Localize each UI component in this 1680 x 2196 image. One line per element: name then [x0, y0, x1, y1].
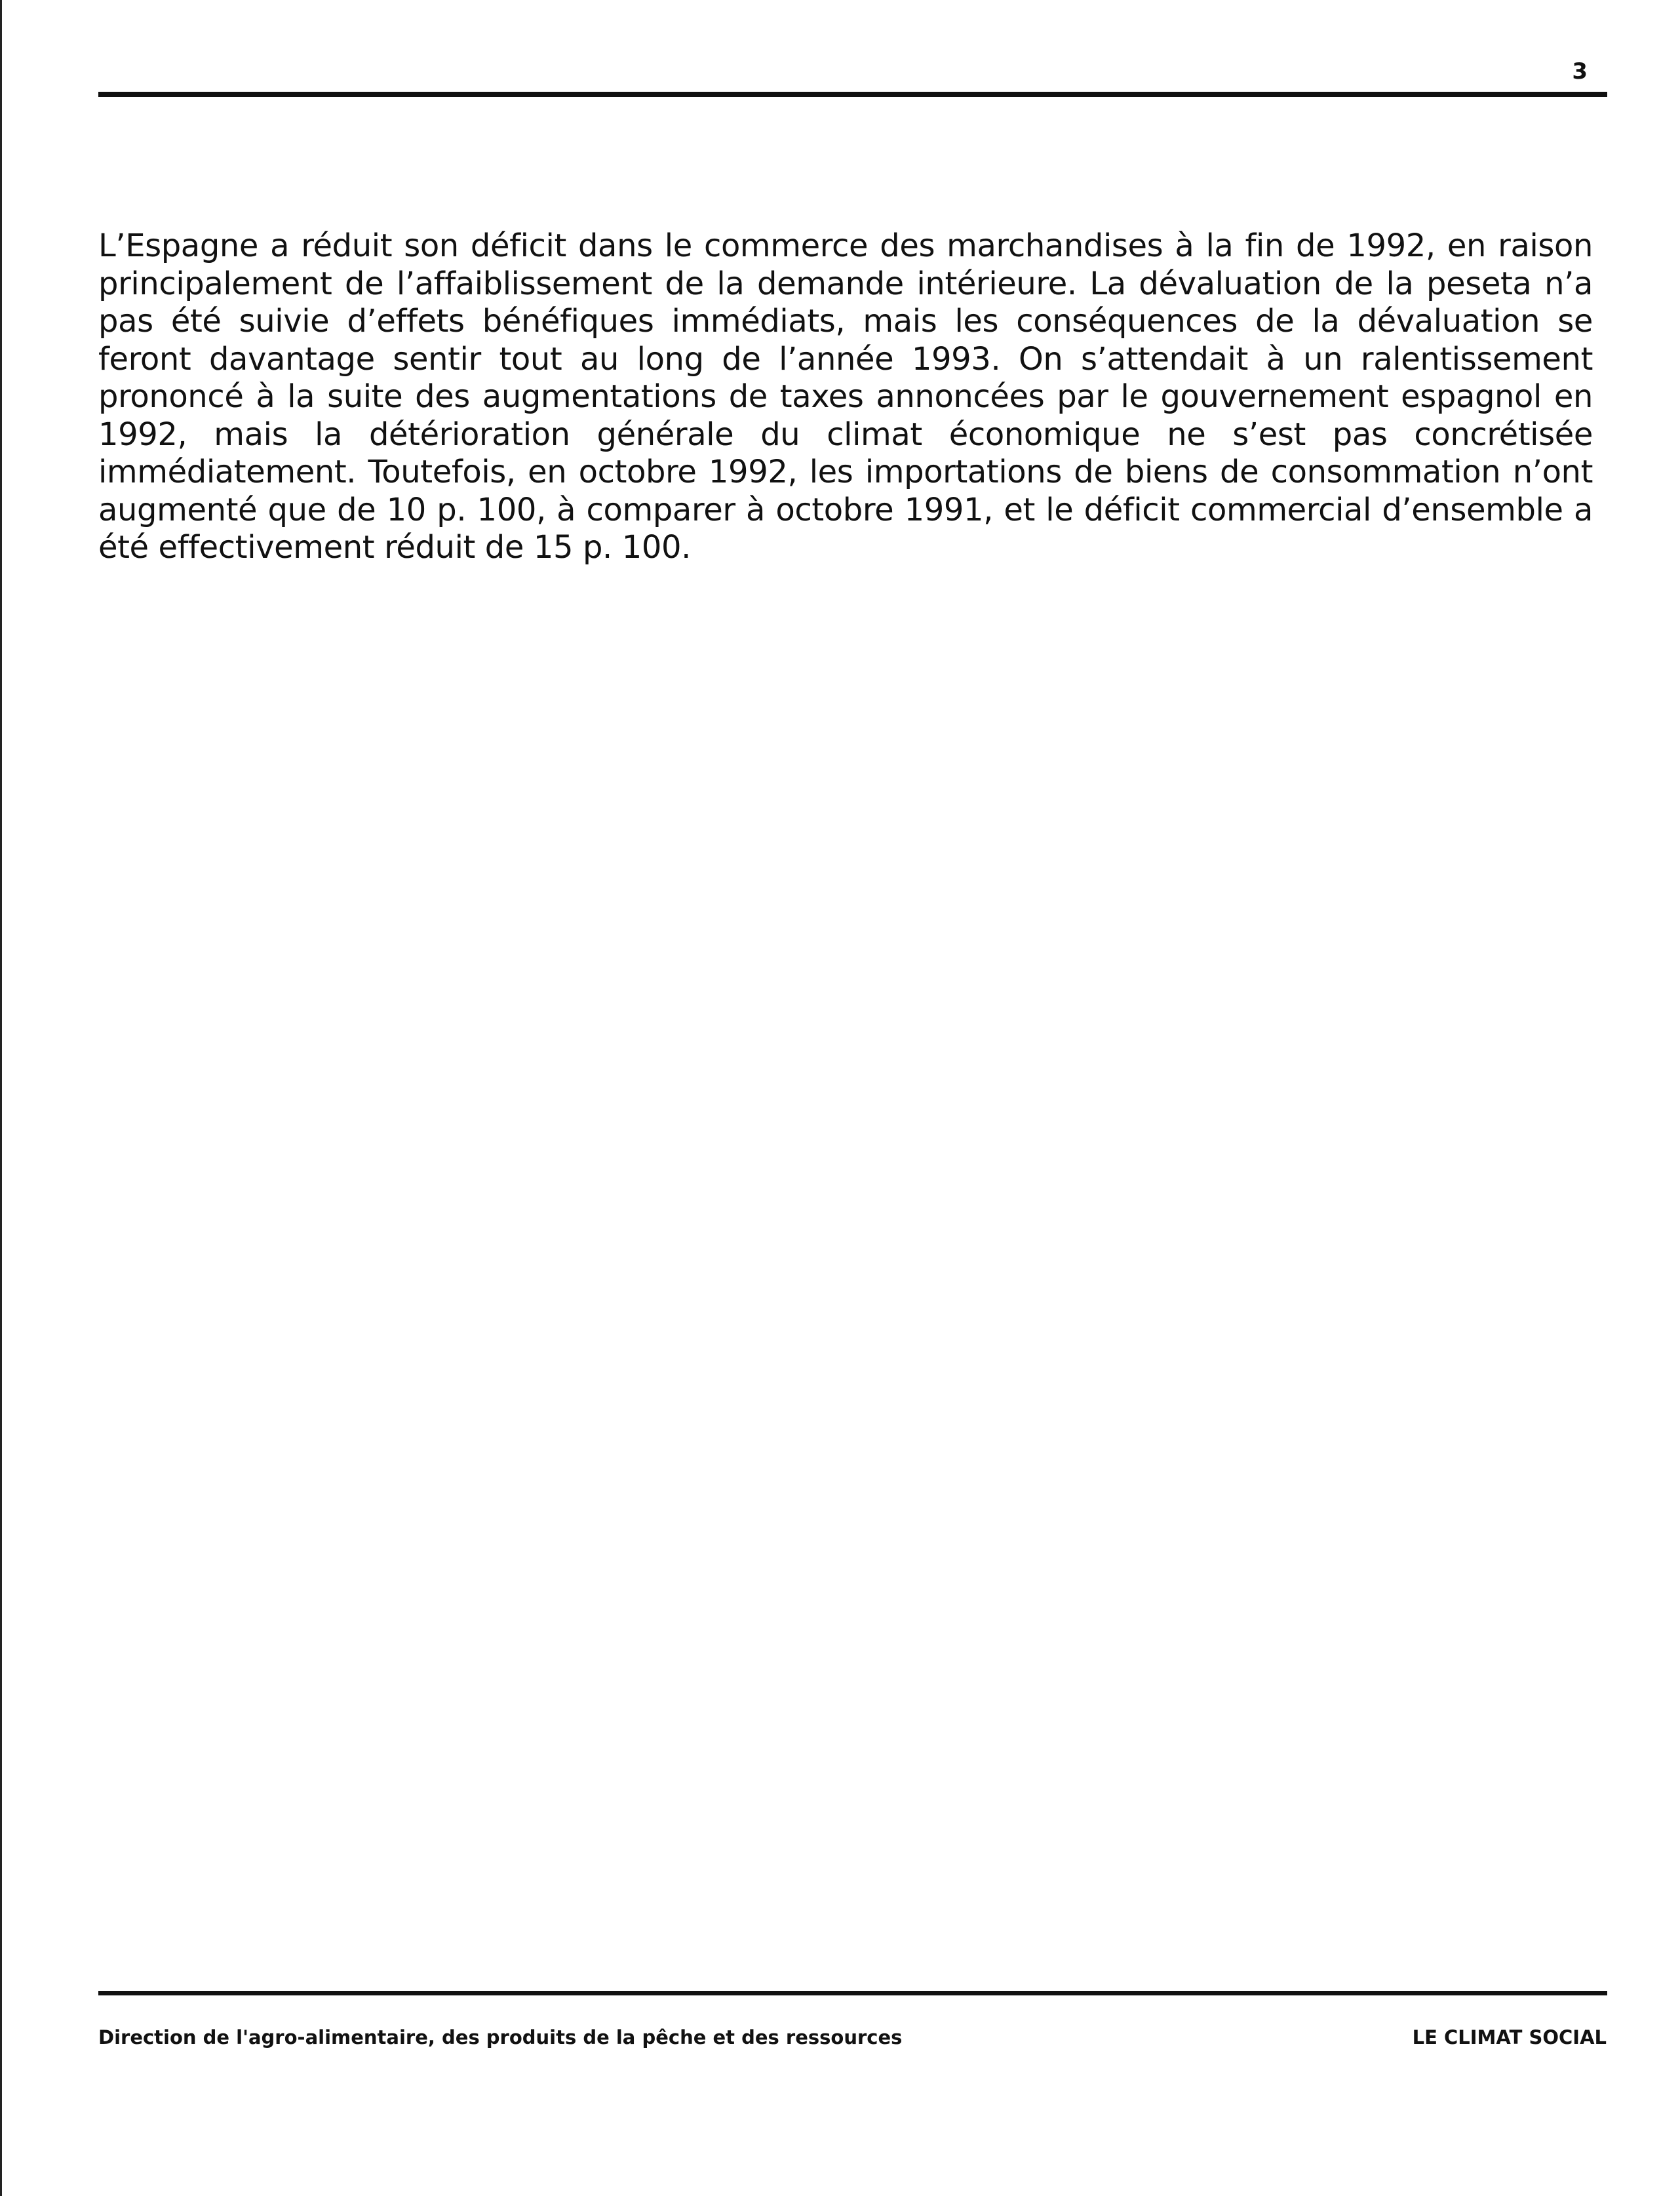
body-paragraph: L’Espagne a réduit son déficit dans le commerce des marchandises à la fin de 1992, en raison principalement de l’affaiblissement de la demande intérieure. La dévaluation de la peseta n’a pas été suivie d’effets bénéfiques immédiats, mais les conséquences de la dévaluation se feront davantage sentir tout au long de l’année 1993. On s’attendait à un ralentissement prononcé à la suite des augmentations de taxes annoncées par le gouvernement espagnol en 1992, mais la détérioration générale du climat économique ne s’est pas concrétisée immédiatement. Toutefois, en octobre 1992, les importations de biens de consommation n’ont augmenté que de 10 p. 100, à comparer à octobre 1991, et le déficit commercial d’ensemble a été effectivement réduit de 15 p. 100. [98, 227, 1593, 566]
header-rule [98, 92, 1607, 97]
footer-publication-title: LE CLIMAT SOCIAL [1412, 2026, 1607, 2049]
page-left-edge [0, 0, 2, 2196]
footer-rule [98, 1991, 1607, 1995]
page-number: 3 [1572, 58, 1588, 85]
footer-department: Direction de l'agro-alimentaire, des produits de la pêche et des ressources [98, 2026, 903, 2049]
